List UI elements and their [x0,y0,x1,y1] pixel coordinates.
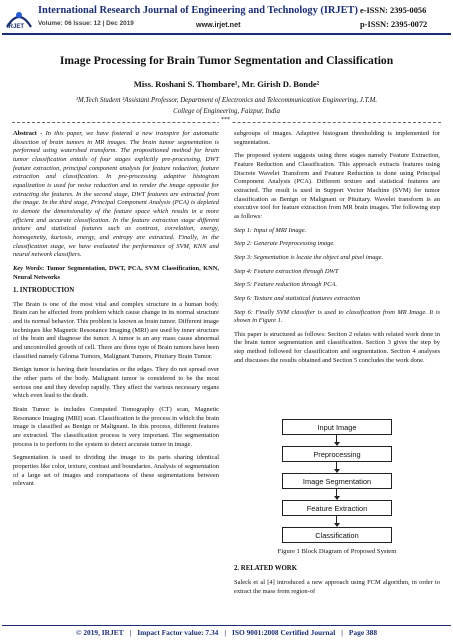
header-rule [2,33,451,35]
journal-name: International Research Journal of Engineering and Technology (IRJET) [38,5,358,16]
separator-stars: *** [221,117,230,123]
step-item: Step 1: Input of MRI Image. [234,226,307,234]
right-column [234,130,440,370]
keywords-label: Key Words [13,264,42,272]
step-item: Step 6: Finally SVM classifier is used to classification from MR Image. It is shown in Figure 1. [234,308,440,325]
footer-rule [2,625,451,626]
keywords-text: : Tumor Segmentation, DWT, PCA, SVM Classification, KNN, Neural Networks [13,264,219,281]
figure-caption: Figure 1 Block Diagram of Proposed System [277,548,397,555]
diagram-box-classification: Classification [282,527,392,543]
footer-page-number: Page 388 [348,628,378,637]
abstract-text: In this paper, we have fostered a new transpire for automatic dissection of brain tumors in MR images. The brain tumor segmentation is performed using watershed transform. The propositioned method for brain tumor classification entails of four stages explicitly pre-processing, DWT feature extraction, principal component analysis for feature reduction, feature extraction and classification. In pre-processing adaptive histogram equalization is used for noise reduction and to render the image opposite for extracting the features. In the second stage, DWT features are extracted from the image. In the third stage, Principal Component Analysis (PCA) is depleted to demote the dimensionality of the feature space which results in a more efficient and accurate classification. In the feature extraction stage different texture and statistical features such as contrast, correlation, energy, homogeneity, kurtosis, energy, and entropy are extracted. Finally, in the classification stage, we have evaluated the performance of SVM, KNN and neural network classifiers. [13,130,219,259]
journal-logo [4,5,34,31]
step-item: Step 3: Segmentation is locate the object and pixel image. [234,253,384,261]
paper-authors: Miss. Roshani S. Thombare¹, Mr. Girish D. Bonde² [133,79,320,89]
footer-iso: ISO 9001:2008 Certified Journal [232,628,336,637]
volume-issue: Volume: 06 Issue: 12 | Dec 2019 [38,20,134,27]
keywords [13,265,219,282]
paper-title: Image Processing for Brain Tumor Segmentation and Classification [59,54,394,67]
affiliation-line-2: College of Engineering, Faizpur, India [173,108,280,115]
left-column [13,130,219,494]
step-item: Step 6: Texture and statistical features extraction [234,294,361,302]
intro-paragraph-4: Segmentation is used to dividing the image to its parts sharing identical properties like color, texture, contrast and boundaries. Analysis of segmentation of a large set of images and comparisons of these segmentations between relevant [13,454,219,488]
journal-logo-text: IRJET [7,24,25,30]
page-footer: © 2019, IRJET | Impact Factor value: 7.34 | ISO 9001:2008 Certified Journal | Page 388 [0,628,453,637]
footer-copyright: © 2019, IRJET [75,628,124,637]
intro-heading: 1. INTRODUCTION [13,287,75,295]
p-issn: p-ISSN: 2395-0072 [360,20,428,29]
abstract-label: Abstract - [13,130,43,137]
diagram-box-preprocessing: Preprocessing [282,446,392,462]
step-item: Step 4: Feature extraction through DWT [234,267,339,275]
step-item: Step 2: Generate Preprocessing image. [234,240,335,248]
related-work-heading: 2. RELATED WORK [234,565,298,572]
right-paragraph-0: subgroups of images. Adaptive histogram thresholding is implemented for segmentation. [234,130,440,146]
right-paragraph-2: This paper is structured as follows: Section 2 relates with related work done in the brain tumor segmentation and classification. Section 3 gives the step by step method followed for classification and segmentation. Section 4 analyses and discusses the results obtained and Section 5 concludes the work done. [234,330,440,364]
step-item: Step 5: Feature reduction through PCA. [234,281,337,289]
intro-paragraph-2: Benign tumor is having their boundaries or the edges. They do not spread over the other parts of the body. Malignant tumor is considered to be the most serious one and they develop rapidly. They affect the various necessary organs which even lead to the death. [13,366,219,400]
diagram-box-feature-extraction: Feature Extraction [282,500,392,516]
related-work-text: Saleck et al [4] introduced a new approach using FCM algorithm, in order to extract the mass from region-of [234,579,440,595]
intro-paragraph-3: Brain Tumor is includes Computed Tomography (CT) scan, Magnetic Resonance Imaging (MRI) scan. Classification is the process in which the brain image is classified as Benign or Malignant. In this process, different features are extracted. The classification process is very important. The segmentation process is to perform to the system to detect accurate tumor in image. [13,406,219,448]
e-issn: e-ISSN: 2395-0056 [360,6,427,15]
abstract [13,130,219,260]
journal-website: www.irjet.net [196,20,241,29]
diagram-box-image-segmentation: Image Segmentation [282,473,392,489]
right-paragraph-1: The proposed system suggests using three stages namely Feature Extraction, Feature Reduction and Classification. This approach extracts features using Discrete Wavelet Transform and Feature Reduction is done using Principal Component Analysis (PCA). Different texture and statistical features are extracted. The result is used in Support Vector Machine (SVM) for tumor classification as Benign or Malignant or Pituitary. Wavelet transform is an executive tool for feature extraction from MR brain images. The following step as follows: [234,152,440,220]
intro-paragraph-1: The Brain is one of the most vital and complex structure in a human body. Brain can be affected from problem which cause change in its normal structure and its normal behavior. This problem is known as brain tumor. Different image techniques like Magnetic Resonance Imaging (MRI) are used by inner structure of the brain and diagnose the tumor. A tumor is an any mass cause abnormal and uncontrolled growth of cell. There are three type of Brain tumors have been classified namely Giloma Tumors, Malignant Tumors, Pituitary Brain Tumor. [13,300,219,360]
diagram-box-input-image: Input Image [282,419,392,435]
footer-impact-factor: Impact Factor value: 7.34 [137,628,219,637]
block-diagram [234,413,440,563]
affiliation-line-1: ¹M.Tech Student ²Assistant Professor, Department of Electronics and Telecommunication Engineering, J.T.M. [75,97,378,104]
